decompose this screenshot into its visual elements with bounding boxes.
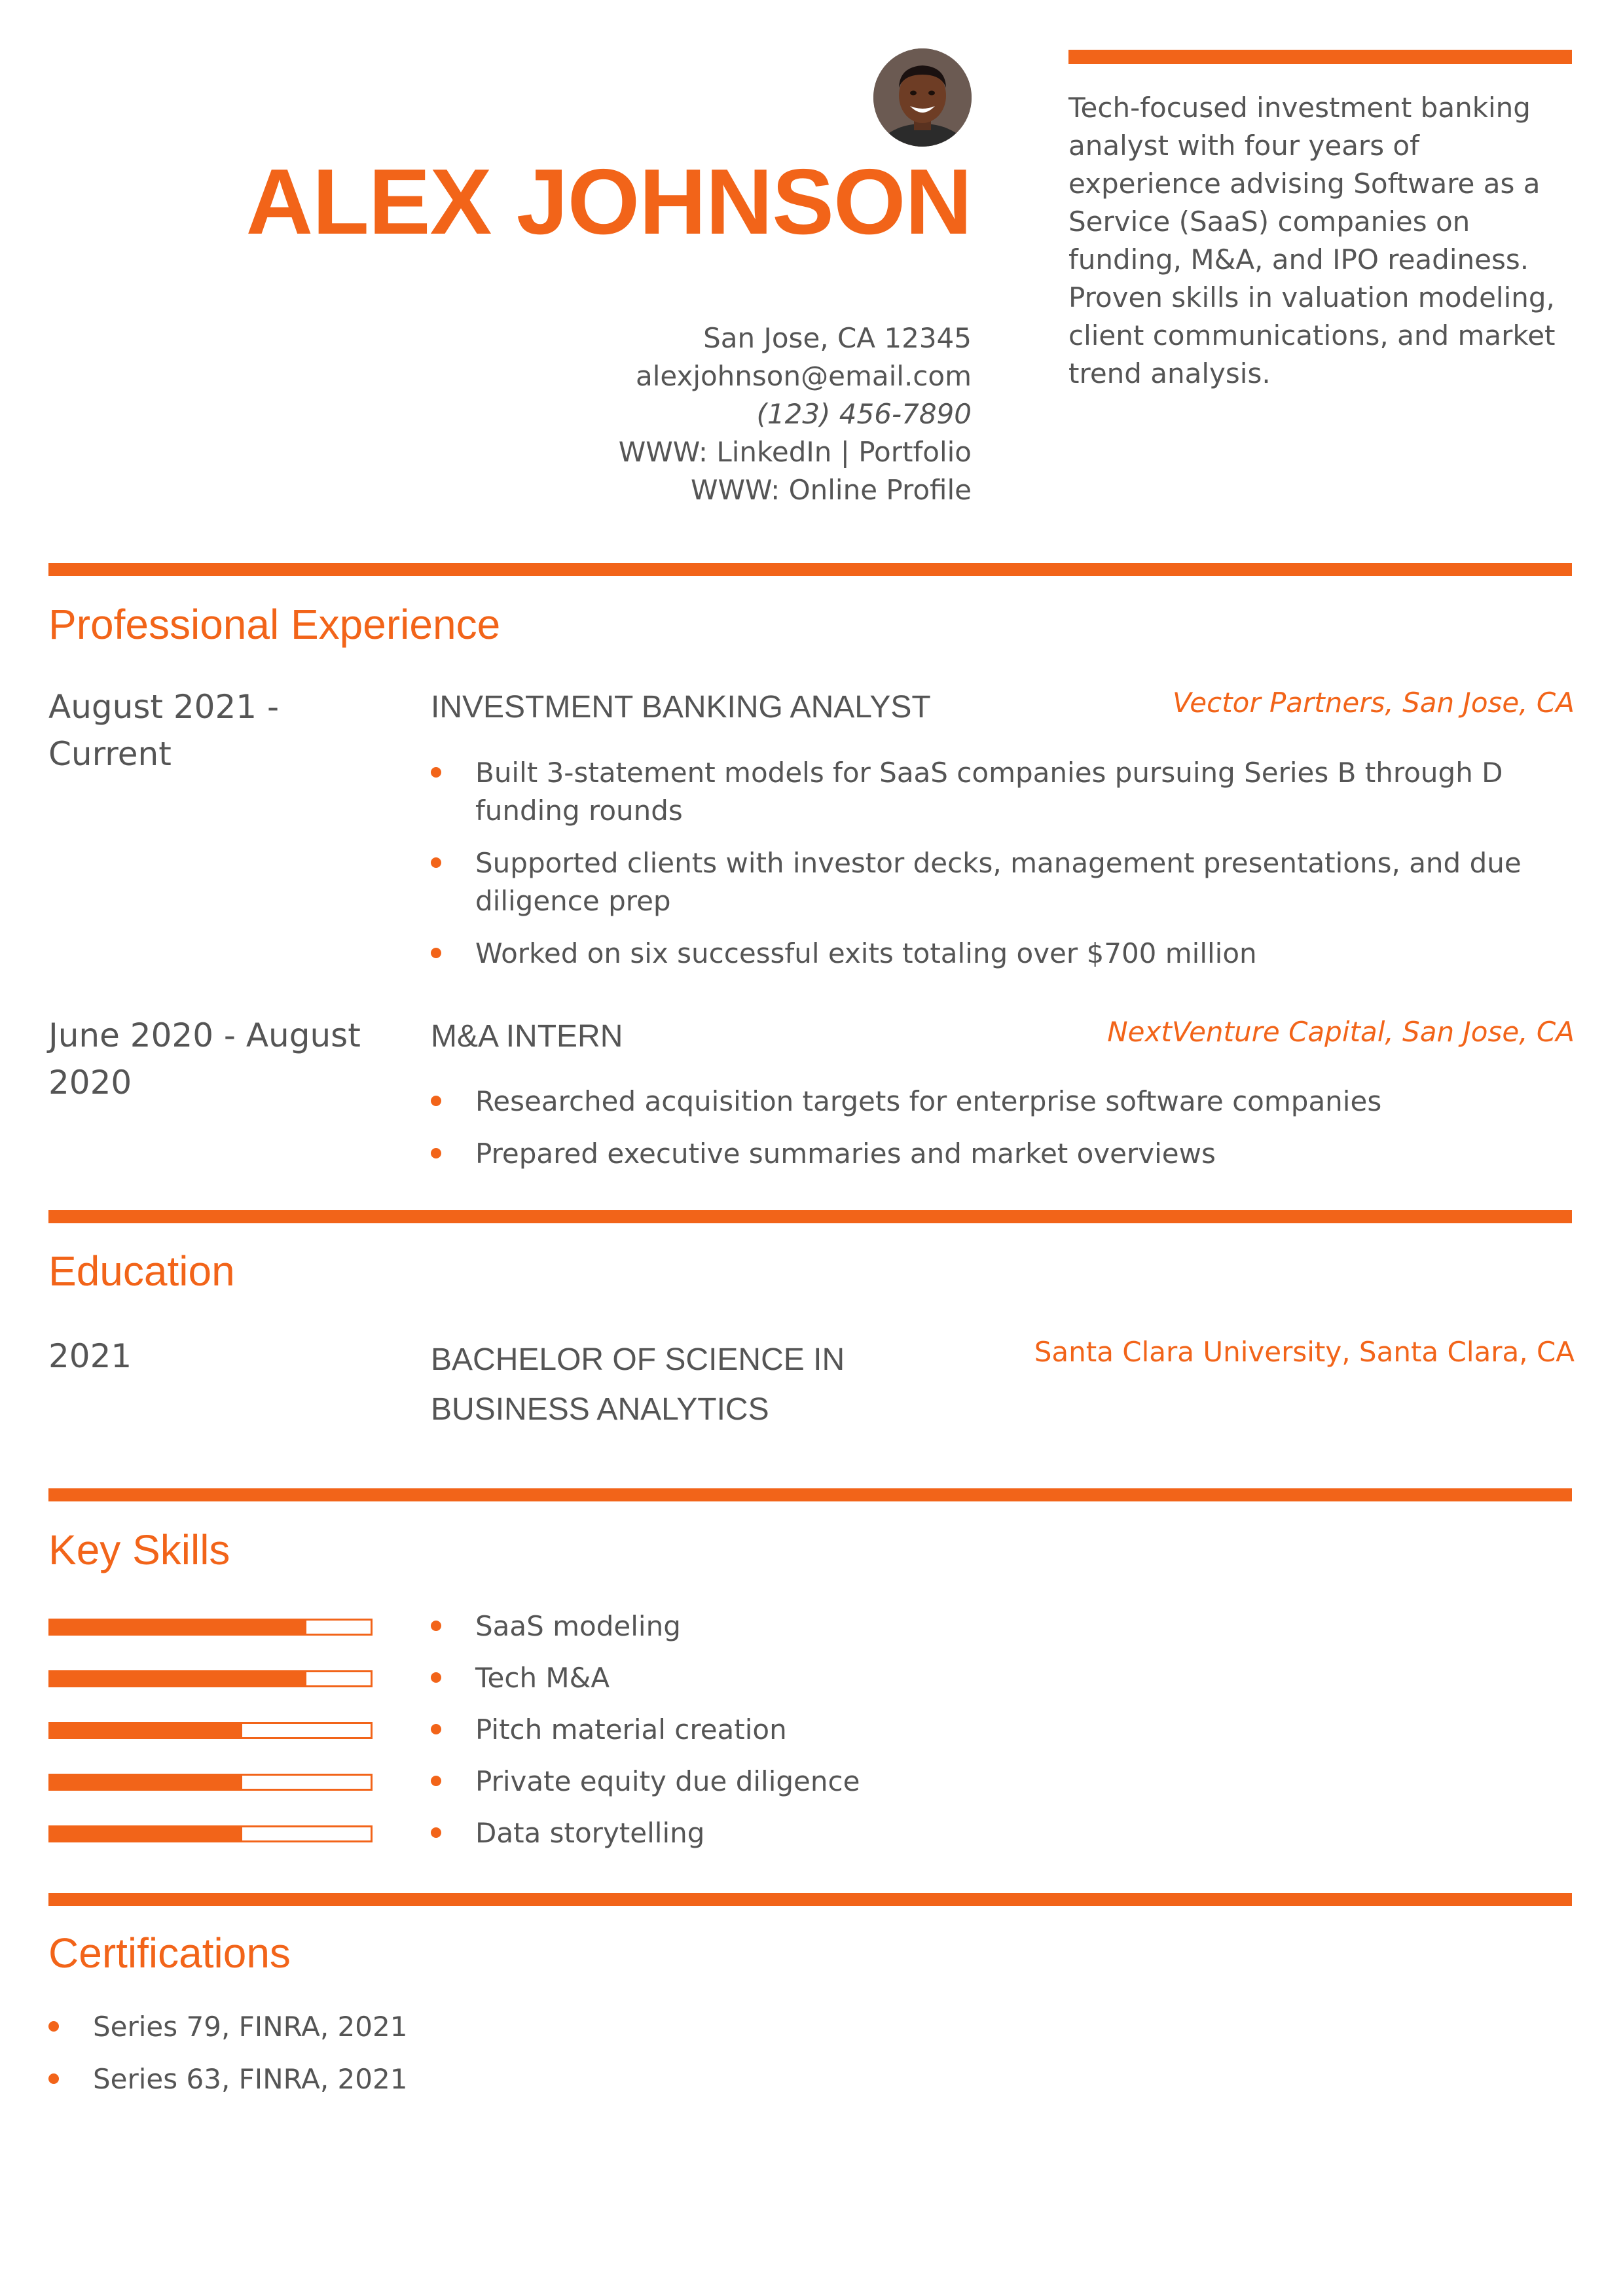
list-item: Worked on six successful exits totaling over $700 million bbox=[431, 935, 1537, 973]
bullet-dot-icon bbox=[48, 2021, 59, 2032]
experience-divider bbox=[48, 563, 1572, 576]
list-item: Tech M&A bbox=[431, 1659, 1537, 1697]
skills-divider bbox=[48, 1488, 1572, 1501]
list-item: Data storytelling bbox=[431, 1814, 1537, 1852]
professional-summary: Tech-focused investment banking analyst with four years of experience advising Software as a Service (SaaS) companies on funding, M&A, and IPO readiness. Proven skills in valuation modeling, client communications, and market trend analysis. bbox=[1068, 92, 1556, 389]
bullet-dot-icon bbox=[431, 1827, 441, 1838]
skill-level-fill bbox=[50, 1827, 242, 1840]
skill-level-bar bbox=[48, 1619, 373, 1636]
experience-heading: Professional Experience bbox=[48, 601, 501, 648]
bullet-dot-icon bbox=[431, 1672, 441, 1683]
bullet-dot-icon bbox=[431, 1621, 441, 1631]
contact-info bbox=[619, 319, 972, 509]
list-item: Prepared executive summaries and market overviews bbox=[431, 1135, 1537, 1173]
skill-level-fill bbox=[50, 1672, 306, 1685]
skill-level-fill bbox=[50, 1621, 306, 1634]
list-item: Private equity due diligence bbox=[431, 1763, 1537, 1801]
skill-level-bar bbox=[48, 1774, 373, 1791]
education-degree bbox=[431, 1335, 845, 1435]
summary-top-bar bbox=[1068, 50, 1572, 64]
degree-line-2: BUSINESS ANALYTICS bbox=[431, 1392, 769, 1427]
contact-email[interactable]: alexjohnson@email.com bbox=[635, 360, 972, 392]
skill-level-fill bbox=[50, 1776, 242, 1789]
list-item: Series 63, FINRA, 2021 bbox=[48, 2060, 1155, 2098]
job-title: M&A INTERN bbox=[431, 1019, 623, 1054]
certifications-list bbox=[48, 2008, 1155, 2098]
bullet-dot-icon bbox=[431, 948, 441, 958]
list-item: Supported clients with investor decks, management presentations, and due diligence prep bbox=[431, 844, 1537, 920]
job-title: INVESTMENT BANKING ANALYST bbox=[431, 690, 931, 725]
bullet-dot-icon bbox=[431, 1776, 441, 1786]
skills-list bbox=[431, 1607, 1537, 1852]
contact-address: San Jose, CA 12345 bbox=[703, 322, 972, 354]
skills-heading: Key Skills bbox=[48, 1526, 230, 1573]
job-bullets bbox=[431, 754, 1537, 973]
contact-phone[interactable]: (123) 456-7890 bbox=[756, 398, 972, 430]
avatar-portrait-icon bbox=[873, 48, 972, 147]
certifications-heading: Certifications bbox=[48, 1929, 291, 1977]
education-divider bbox=[48, 1210, 1572, 1223]
job-company: NextVenture Capital, San Jose, CA bbox=[1107, 1016, 1575, 1048]
contact-profile-link[interactable]: WWW: Online Profile bbox=[690, 474, 972, 506]
job-company: Vector Partners, San Jose, CA bbox=[1172, 687, 1575, 719]
list-item: Series 79, FINRA, 2021 bbox=[48, 2008, 1155, 2046]
bullet-dot-icon bbox=[431, 1148, 441, 1158]
list-item: Pitch material creation bbox=[431, 1711, 1537, 1749]
bullet-dot-icon bbox=[48, 2073, 59, 2084]
avatar bbox=[873, 48, 972, 147]
certifications-divider bbox=[48, 1893, 1572, 1906]
list-item: Built 3-statement models for SaaS companies pursuing Series B through D funding rounds bbox=[431, 754, 1537, 830]
candidate-name: ALEX JOHNSON bbox=[246, 150, 972, 254]
skill-level-bar bbox=[48, 1825, 373, 1842]
list-item: SaaS modeling bbox=[431, 1607, 1537, 1645]
education-heading: Education bbox=[48, 1247, 235, 1295]
education-school: Santa Clara University, Santa Clara, CA bbox=[1034, 1336, 1575, 1368]
job-dates: June 2020 - August 2020 bbox=[48, 1016, 361, 1102]
contact-links[interactable]: WWW: LinkedIn | Portfolio bbox=[618, 436, 972, 468]
bullet-dot-icon bbox=[431, 857, 441, 868]
skill-level-fill bbox=[50, 1724, 242, 1737]
skill-level-bar bbox=[48, 1670, 373, 1687]
skill-level-bar bbox=[48, 1722, 373, 1739]
job-dates: August 2021 - Current bbox=[48, 688, 280, 773]
list-item: Researched acquisition targets for enterprise software companies bbox=[431, 1083, 1537, 1121]
bullet-dot-icon bbox=[431, 1724, 441, 1734]
bullet-dot-icon bbox=[431, 1096, 441, 1106]
education-year: 2021 bbox=[48, 1337, 132, 1375]
degree-line-1: BACHELOR OF SCIENCE IN bbox=[431, 1342, 845, 1377]
bullet-dot-icon bbox=[431, 767, 441, 778]
job-bullets bbox=[431, 1083, 1537, 1173]
